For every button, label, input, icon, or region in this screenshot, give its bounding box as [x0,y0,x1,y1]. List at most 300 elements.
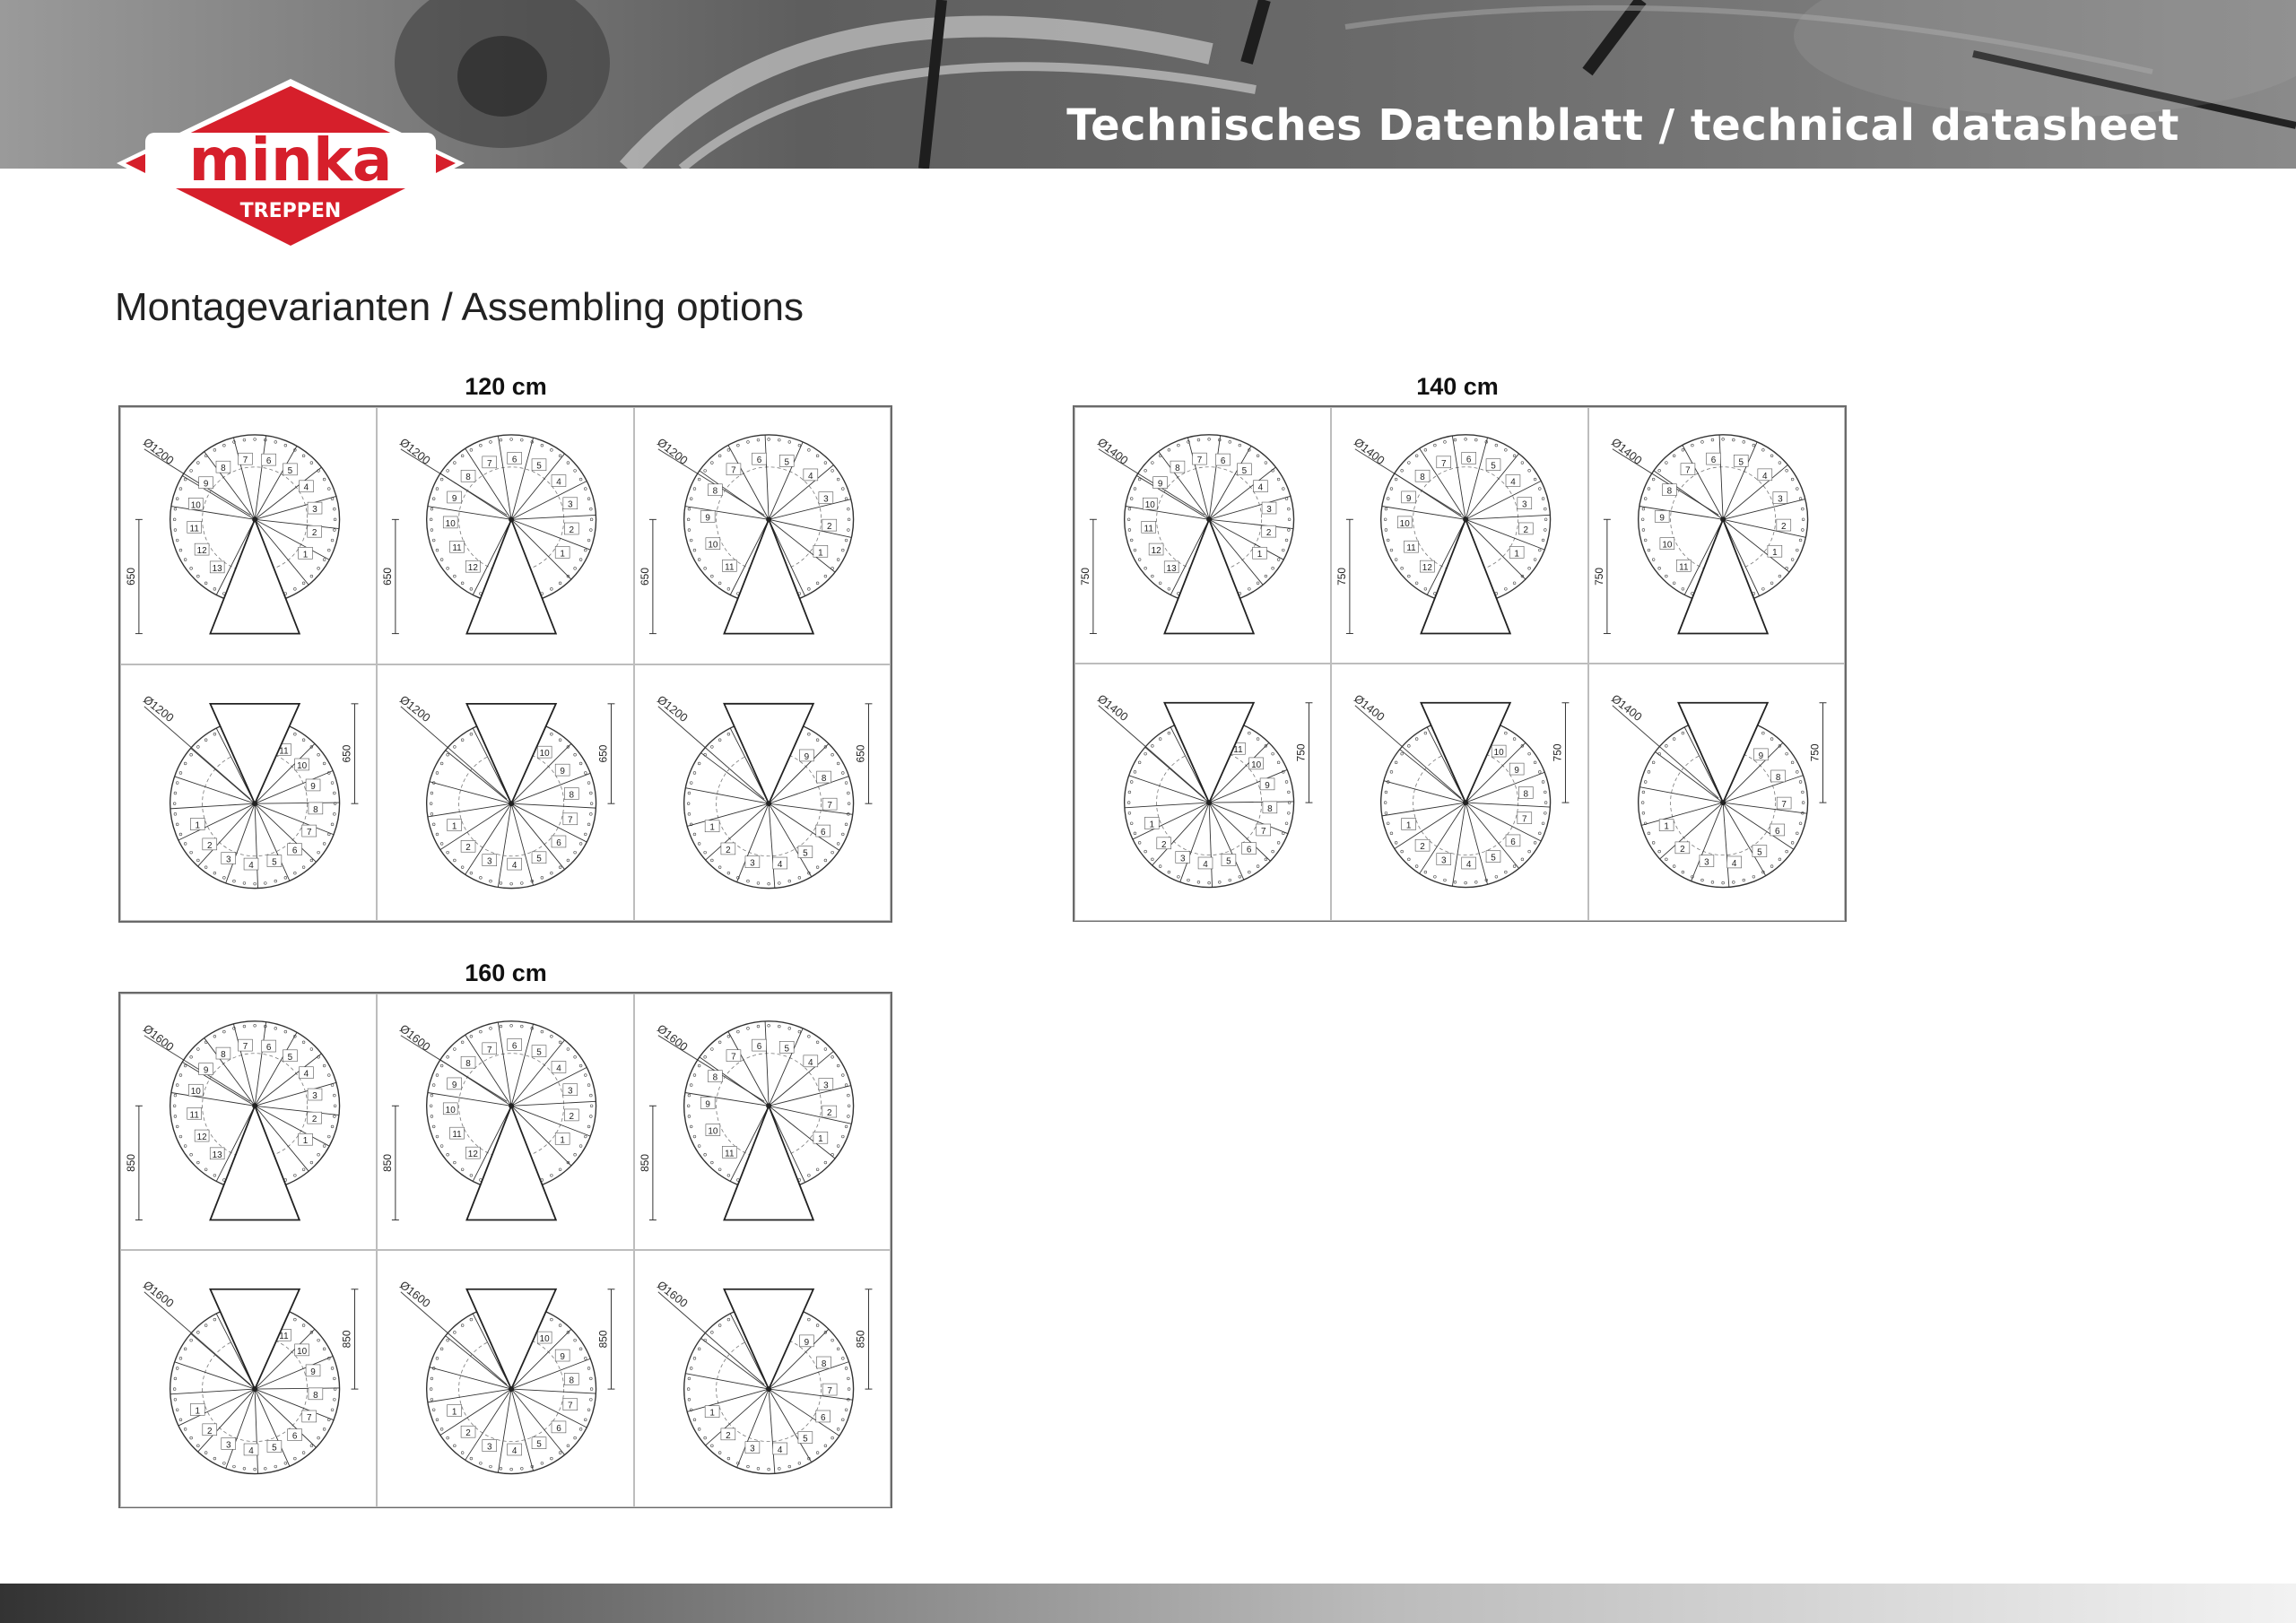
variant-grid-120 [118,405,892,923]
step-edge [1723,442,1757,519]
rim-hole [710,1161,713,1164]
step-edge [233,1024,255,1106]
step-edge [255,519,339,528]
step-number: 5 [536,1440,543,1451]
rim-hole [1682,733,1684,735]
center-post [1206,516,1212,522]
rim-hole [841,488,844,490]
rim-hole [510,1024,513,1027]
rim-hole [567,1048,570,1051]
rim-hole [174,1399,177,1402]
center-post [252,1386,257,1392]
step-number: 1 [817,548,823,559]
step-number: 2 [1420,842,1426,853]
rim-hole [310,859,313,862]
rim-hole [174,1115,177,1118]
step-number: 3 [225,854,231,864]
step-edge [769,1028,803,1106]
step-number: 7 [1441,458,1447,469]
rim-hole [310,1048,313,1051]
rim-hole [1785,753,1787,756]
rim-hole [831,1437,833,1440]
rim-hole [1642,791,1645,794]
rim-hole [327,1135,330,1138]
rim-hole [1801,791,1804,794]
step-edge [1723,803,1729,887]
rim-hole [190,469,193,472]
diameter-label: Ø1600 [141,1021,177,1055]
variant-cell [120,1250,377,1506]
rim-hole [184,1145,187,1148]
variant-cell [377,1250,633,1506]
rim-hole [1770,582,1773,585]
rim-hole [688,1399,691,1402]
rim-hole [746,441,749,444]
rim-hole [454,1445,457,1447]
rim-hole [213,587,216,590]
step-number: 8 [821,773,827,784]
step-number: 4 [777,859,783,870]
diameter-label: Ø1600 [141,1278,177,1311]
rim-hole [284,876,287,879]
step-edge [685,507,769,520]
rim-hole [173,802,176,804]
rim-hole [1652,761,1655,764]
step-number: 8 [821,1359,827,1370]
step-number: 6 [756,456,761,466]
rim-hole [184,762,187,765]
step-number: 9 [560,766,566,777]
rim-hole [1408,462,1411,464]
landing-platform [467,519,556,633]
step-number: 5 [1491,461,1497,472]
rim-hole [1127,802,1130,804]
rim-hole [727,872,730,874]
variant-cell [1074,664,1331,920]
rim-hole [430,508,433,510]
step-number: 5 [1226,856,1231,867]
step-number: 6 [1466,455,1472,465]
rim-hole [327,1074,330,1077]
rim-hole [798,876,801,879]
rim-hole [687,802,690,804]
rim-hole [841,1135,844,1138]
rim-hole [585,1074,587,1077]
rim-hole [727,1458,730,1461]
stair-drawing [121,408,376,664]
rim-hole [690,1084,692,1087]
rim-hole [454,859,457,862]
step-number: 2 [1780,522,1787,533]
rim-hole [585,1358,587,1360]
step-number: 4 [1761,471,1768,482]
diameter-label: Ø1200 [397,691,434,725]
rim-hole [179,1074,182,1077]
rim-hole [1528,753,1531,756]
step-edge [769,442,803,519]
step-number: 8 [1666,486,1672,497]
rim-hole [430,1377,433,1380]
rim-hole [1229,879,1231,881]
step-edge [1209,802,1293,803]
step-number: 5 [536,461,543,472]
step-number: 11 [1233,745,1243,756]
center-post [766,516,771,522]
step-number: 4 [303,482,309,493]
step-number: 6 [756,1042,761,1053]
rim-hole [1197,438,1200,441]
rim-hole [710,1445,713,1447]
rim-hole [1743,879,1745,881]
step-edge [255,1082,336,1106]
rim-hole [703,851,706,854]
rim-hole [1385,812,1387,815]
rim-hole [447,469,449,472]
rim-hole [560,1324,562,1327]
rim-hole [1138,478,1141,481]
rim-hole [176,498,178,500]
rim-hole [323,1145,326,1148]
step-number: 2 [569,1111,575,1122]
stair-drawing [1075,664,1330,919]
rim-hole [333,1115,335,1118]
step-edge [1126,507,1209,520]
step-number: 8 [1523,789,1529,800]
rim-hole [585,1419,587,1421]
rim-hole [1665,745,1667,748]
step-number: 3 [1179,854,1186,864]
step-number: 4 [303,1069,309,1080]
rim-hole [1257,738,1259,741]
rim-hole [1208,882,1211,885]
stair-drawing [121,665,376,921]
rim-hole [1542,781,1544,784]
variant-cell [120,407,377,664]
step-edge [1453,436,1466,519]
rim-hole [1444,440,1447,443]
rim-hole [831,1055,833,1058]
rim-hole [1272,567,1274,569]
rim-hole [480,1030,483,1033]
step-edge [182,1062,255,1106]
step-number: 9 [804,1338,809,1349]
step-number: 13 [212,563,222,574]
step-number: 5 [287,1052,293,1063]
rim-hole [462,738,465,741]
variant-cell [634,664,891,922]
rim-hole [1401,469,1404,472]
step-number: 10 [1493,748,1505,759]
rim-hole [1285,822,1288,825]
rim-hole [454,1161,457,1164]
rim-hole [1416,582,1419,585]
rim-hole [441,478,444,481]
step-number: 7 [1522,815,1527,826]
rim-hole [1802,518,1805,521]
step-number: 1 [195,820,201,830]
step-number: 8 [221,464,226,474]
rim-hole [436,488,439,490]
height-label: 850 [340,1330,353,1349]
rim-hole [1416,865,1419,868]
step-number: 7 [730,465,736,476]
rim-hole [1218,881,1221,884]
center-post [252,801,257,806]
step-number: 8 [712,1072,718,1083]
rim-hole [174,508,177,510]
step-edge [428,803,511,817]
rim-hole [757,1468,760,1471]
rim-hole [757,438,760,441]
rim-hole [1168,733,1170,735]
height-label: 850 [638,1153,651,1172]
rim-hole [847,529,849,532]
height-label: 750 [1592,567,1605,586]
rim-hole [454,462,457,464]
rim-hole [174,1094,177,1097]
rim-hole [254,438,257,440]
step-number: 7 [827,800,832,811]
rim-hole [1248,587,1250,590]
rim-hole [718,738,721,741]
center-post [509,801,514,806]
step-number: 2 [1265,528,1272,539]
rim-hole [196,859,199,862]
rim-hole [433,1409,436,1411]
rim-hole [190,1437,193,1440]
rim-hole [560,1041,562,1044]
step-edge [1723,803,1807,813]
rim-hole [1168,448,1170,451]
rim-hole [510,438,513,440]
rim-hole [847,792,849,794]
rim-hole [688,1094,691,1097]
step-number: 7 [487,1045,492,1055]
rim-hole [841,771,844,774]
step-edge [499,1389,512,1472]
step-edge [1465,803,1487,884]
rim-hole [334,1105,336,1107]
step-number: 9 [1758,751,1763,762]
rim-hole [560,1168,562,1171]
step-number: 12 [1422,563,1433,574]
step-number: 11 [1678,562,1689,573]
rim-hole [317,851,320,854]
step-number: 7 [568,1402,573,1412]
rim-hole [688,792,691,794]
step-number: 4 [1510,477,1517,488]
rim-hole [333,529,335,532]
rim-hole [690,781,692,784]
landing-platform [1422,519,1510,633]
step-number: 1 [817,1134,823,1145]
step-number: 2 [311,1115,317,1125]
step-number: 11 [452,543,463,554]
rim-hole [848,802,850,804]
rim-hole [190,567,193,569]
rim-hole [1665,858,1667,861]
rim-hole [1539,832,1542,835]
rim-hole [837,478,839,481]
rim-hole [824,1161,827,1164]
rim-hole [317,1153,320,1156]
rim-hole [551,872,553,874]
rim-hole [436,833,439,836]
rim-hole [1682,587,1684,590]
rim-hole [447,1437,449,1440]
step-edge [182,475,255,519]
rim-hole [1761,448,1764,451]
step-edge [685,1093,769,1110]
step-number: 3 [822,1081,829,1091]
rim-hole [848,1388,850,1391]
rim-hole [433,539,436,542]
step-edge [1209,803,1212,887]
step-edge [255,803,257,888]
minka-logo [115,77,466,256]
rim-hole [176,539,178,542]
rim-hole [462,455,465,457]
rim-hole [1272,851,1274,854]
stair-drawing [635,994,890,1249]
rim-hole [824,1445,827,1447]
rim-hole [590,1115,593,1118]
height-label: 750 [1078,567,1091,586]
step-number: 7 [306,1413,312,1424]
rim-hole [213,1319,216,1322]
rim-hole [693,549,696,551]
rim-hole [179,1358,182,1360]
step-number: 1 [302,1136,309,1147]
rim-hole [767,882,770,885]
rim-hole [204,1324,207,1327]
rim-hole [590,1377,593,1380]
rim-hole [580,842,583,845]
rim-hole [757,881,760,884]
step-number: 1 [1771,548,1778,559]
step-number: 8 [465,473,472,483]
rim-hole [590,529,593,532]
rim-hole [727,733,730,735]
rim-hole [500,1025,502,1028]
rim-hole [824,859,827,862]
rim-hole [1208,438,1211,440]
step-number: 3 [749,858,755,869]
step-number: 7 [306,827,312,838]
step-edge [499,803,512,887]
rim-hole [243,1025,246,1028]
center-post [766,1103,771,1108]
rim-hole [196,1332,199,1334]
step-number: 9 [452,1080,457,1090]
step-number: 4 [1257,482,1264,493]
rim-hole [331,781,334,784]
height-label: 650 [381,568,395,586]
step-number: 6 [265,456,272,467]
rim-hole [1134,488,1136,490]
step-number: 3 [225,1440,231,1451]
step-number: 4 [512,860,517,871]
rim-hole [213,1174,216,1176]
landing-platform [724,519,813,633]
rim-hole [1641,518,1644,521]
rim-hole [310,575,313,577]
rim-hole [1138,559,1141,561]
rim-hole [1673,455,1675,457]
rim-hole [480,876,483,879]
step-edge [769,1106,851,1124]
rim-hole [1644,781,1647,784]
rim-hole [1657,469,1660,472]
step-number: 2 [465,842,472,853]
rim-hole [816,582,819,585]
rim-hole [430,812,433,815]
rim-hole [845,1409,848,1411]
step-number: 9 [203,1065,209,1076]
rim-hole [1799,822,1802,825]
rim-hole [470,872,473,874]
height-label: 850 [124,1153,137,1172]
rim-hole [560,582,562,585]
height-label: 750 [1335,567,1349,586]
rim-hole [1282,549,1284,551]
step-number: 2 [725,845,731,855]
rim-hole [430,792,433,794]
rim-hole [816,738,819,741]
variant-grid-160 [118,992,892,1508]
center-post [1206,800,1212,805]
rim-hole [1265,462,1267,464]
rim-hole [567,1445,570,1447]
rim-hole [184,1428,187,1431]
rim-hole [196,1445,199,1447]
stair-drawing [121,994,376,1249]
rim-hole [1130,822,1133,825]
rim-hole [1495,876,1498,879]
step-number: 5 [802,1434,808,1445]
rim-hole [176,1409,178,1411]
rim-hole [847,1094,849,1097]
rim-hole [323,478,326,481]
step-number: 7 [1684,465,1691,476]
rim-hole [1288,518,1291,521]
rim-hole [698,559,700,561]
step-edge [685,1374,769,1389]
rim-hole [174,812,177,815]
rim-hole [462,582,465,585]
step-number: 13 [1166,563,1177,574]
step-number: 4 [777,1445,783,1456]
rim-hole [1401,753,1404,756]
step-number: 5 [1756,847,1762,858]
rim-hole [1434,444,1437,447]
step-number: 11 [189,524,199,534]
step-number: 12 [196,546,207,557]
rim-hole [333,1377,335,1380]
rim-hole [1454,438,1457,441]
step-number: 4 [1731,859,1737,870]
rim-hole [788,1027,791,1029]
step-number: 9 [705,1099,710,1110]
rim-hole [233,1465,236,1468]
rim-hole [1652,842,1655,845]
rim-hole [567,462,570,464]
rim-hole [1791,761,1794,764]
rim-hole [1434,876,1437,879]
rim-hole [470,1035,473,1037]
step-number: 13 [212,1150,222,1160]
rim-hole [310,462,313,464]
